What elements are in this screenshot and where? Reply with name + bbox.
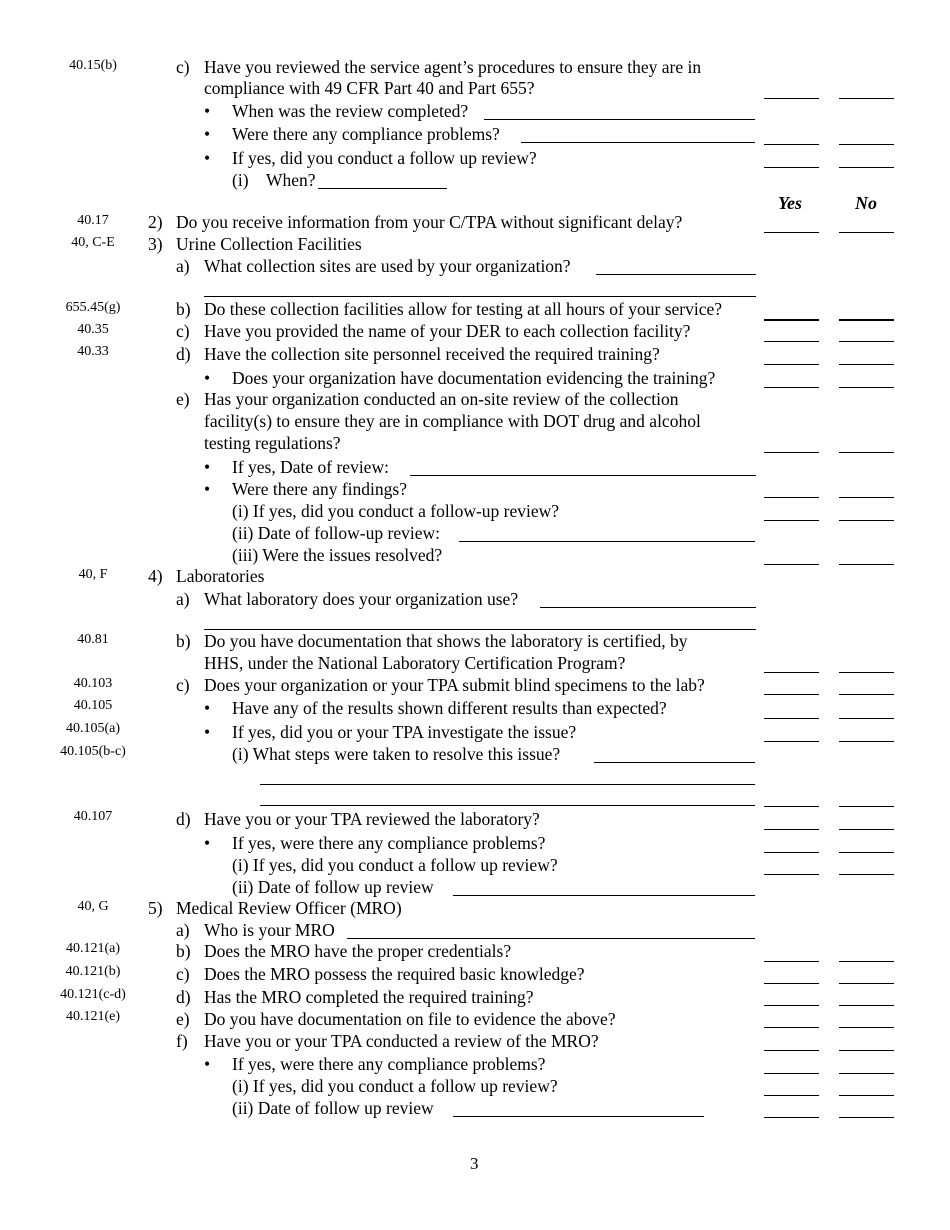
no-answer-blank[interactable] — [839, 387, 894, 388]
question-text: Does your organization have documentation evidencing the training? — [232, 368, 716, 388]
bullet: • — [204, 1054, 211, 1074]
page-number: 3 — [470, 1154, 479, 1173]
question-text: (i) If yes, did you conduct a follow up review? — [232, 1076, 558, 1096]
question-text: Who is your MRO — [204, 920, 335, 940]
yes-answer-blank[interactable] — [764, 98, 819, 99]
no-answer-blank[interactable] — [839, 1005, 894, 1006]
yes-answer-blank[interactable] — [764, 718, 819, 719]
question-text: Were there any findings? — [232, 479, 407, 499]
bullet: • — [204, 698, 211, 718]
question-text: If yes, Date of review: — [232, 457, 389, 477]
question-text: Do you have documentation that shows the laboratory is certified, by — [204, 631, 688, 651]
question-text: (iii) Were the issues resolved? — [232, 545, 443, 565]
ref-40-105b-c: 40.105(b-c) — [60, 744, 126, 759]
no-answer-blank[interactable] — [839, 1095, 894, 1096]
question-text: (i) What steps were taken to resolve this issue? — [232, 744, 561, 764]
question-text: What laboratory does your organization use? — [204, 589, 519, 609]
yes-column-header: Yes — [778, 193, 802, 213]
yes-answer-blank[interactable] — [764, 1027, 819, 1028]
item-number: 4) — [148, 566, 163, 586]
question-text: Have you or your TPA conducted a review of the MRO? — [204, 1031, 599, 1051]
item-letter: b) — [176, 631, 191, 651]
item-letter: a) — [176, 920, 190, 940]
question-text: What collection sites are used by your organization? — [204, 256, 571, 276]
answer-field-laboratory-2[interactable] — [204, 629, 756, 630]
bullet: • — [204, 101, 211, 121]
no-answer-blank[interactable] — [839, 874, 894, 875]
no-answer-blank[interactable] — [839, 1117, 894, 1118]
answer-field-laboratory[interactable] — [540, 607, 756, 608]
question-text: Do these collection facilities allow for testing at all hours of your service? — [204, 299, 723, 319]
no-answer-blank[interactable] — [839, 672, 894, 673]
item-letter: d) — [176, 344, 191, 364]
no-answer-blank[interactable] — [839, 961, 894, 962]
section-title: Urine Collection Facilities — [176, 234, 362, 254]
yes-answer-blank[interactable] — [764, 1005, 819, 1006]
yes-answer-blank[interactable] — [764, 564, 819, 565]
question-text: (i) If yes, did you conduct a follow-up review? — [232, 501, 560, 521]
no-answer-blank[interactable] — [839, 1073, 894, 1074]
bullet: • — [204, 722, 211, 742]
yes-answer-blank[interactable] — [764, 874, 819, 875]
no-answer-blank[interactable] — [839, 520, 894, 521]
item-letter: e) — [176, 389, 190, 409]
no-answer-blank[interactable] — [839, 741, 894, 742]
yes-answer-blank[interactable] — [764, 983, 819, 984]
ref-40-105: 40.105 — [73, 698, 113, 713]
answer-field-steps-3[interactable] — [260, 805, 755, 806]
item-letter: b) — [176, 941, 191, 961]
ref-40-35: 40.35 — [77, 322, 109, 337]
yes-answer-blank[interactable] — [764, 387, 819, 388]
ref-40-f: 40, F — [78, 567, 108, 582]
question-text: HHS, under the National Laboratory Certification Program? — [204, 653, 626, 673]
ref-40-81: 40.81 — [77, 632, 109, 647]
question-text: Does your organization or your TPA submit blind specimens to the lab? — [204, 675, 705, 695]
no-answer-blank[interactable] — [839, 564, 894, 565]
ref-655-45g: 655.45(g) — [65, 300, 121, 315]
question-text: When was the review completed? — [232, 101, 469, 121]
no-answer-blank[interactable] — [839, 829, 894, 830]
ref-40-121b: 40.121(b) — [65, 964, 121, 979]
answer-field-steps-2[interactable] — [260, 784, 755, 785]
yes-answer-blank[interactable] — [764, 167, 819, 168]
no-answer-blank[interactable] — [839, 852, 894, 853]
question-text: Have you reviewed the service agent’s procedures to ensure they are in — [204, 57, 702, 77]
answer-field-mro[interactable] — [347, 938, 755, 939]
bullet: • — [204, 368, 211, 388]
item-letter: a) — [176, 256, 190, 276]
answer-field-when[interactable] — [318, 188, 447, 189]
ref-40-17: 40.17 — [77, 213, 109, 228]
question-text: Have you provided the name of your DER to each collection facility? — [204, 321, 691, 341]
yes-answer-blank[interactable] — [764, 1117, 819, 1118]
no-answer-blank[interactable] — [839, 806, 894, 807]
item-letter: c) — [176, 57, 190, 77]
question-text: testing regulations? — [204, 433, 341, 453]
no-answer-blank[interactable] — [839, 319, 894, 321]
question-text: Have any of the results shown different results than expected? — [232, 698, 667, 718]
yes-answer-blank[interactable] — [764, 144, 819, 145]
bullet: • — [204, 124, 211, 144]
question-text: compliance with 49 CFR Part 40 and Part 655? — [204, 78, 535, 98]
question-text: Does the MRO have the proper credentials? — [204, 941, 512, 961]
answer-field-review-date[interactable] — [410, 475, 756, 476]
yes-answer-blank[interactable] — [764, 520, 819, 521]
item-letter: d) — [176, 809, 191, 829]
yes-answer-blank[interactable] — [764, 961, 819, 962]
answer-field-follow-up-date[interactable] — [453, 895, 755, 896]
ref-40-107: 40.107 — [73, 809, 113, 824]
no-answer-blank[interactable] — [839, 497, 894, 498]
item-letter: c) — [176, 675, 190, 695]
answer-field-compliance-problems[interactable] — [521, 142, 755, 143]
section-title: Medical Review Officer (MRO) — [176, 898, 402, 918]
no-answer-blank[interactable] — [839, 1050, 894, 1051]
no-answer-blank[interactable] — [839, 694, 894, 695]
ref-40-15b: 40.15(b) — [69, 58, 117, 73]
yes-answer-blank[interactable] — [764, 497, 819, 498]
bullet: • — [204, 148, 211, 168]
item-number: 5) — [148, 898, 163, 918]
question-text: (ii) Date of follow-up review: — [232, 523, 440, 543]
yes-answer-blank[interactable] — [764, 232, 819, 233]
bullet: • — [204, 833, 211, 853]
yes-answer-blank[interactable] — [764, 1095, 819, 1096]
question-text: When? — [266, 170, 316, 190]
item-letter: a) — [176, 589, 190, 609]
yes-answer-blank[interactable] — [764, 319, 819, 321]
no-answer-blank[interactable] — [839, 983, 894, 984]
section-title: Laboratories — [176, 566, 265, 586]
ref-40-103: 40.103 — [73, 676, 113, 691]
yes-answer-blank[interactable] — [764, 672, 819, 673]
no-answer-blank[interactable] — [839, 144, 894, 145]
yes-answer-blank[interactable] — [764, 806, 819, 807]
question-text: (i) If yes, did you conduct a follow up review? — [232, 855, 558, 875]
question-text: If yes, did you or your TPA investigate the issue? — [232, 722, 577, 742]
yes-answer-blank[interactable] — [764, 852, 819, 853]
item-letter: b) — [176, 299, 191, 319]
ref-40-121a: 40.121(a) — [65, 941, 121, 956]
answer-field-follow-up-date[interactable] — [459, 541, 755, 542]
yes-answer-blank[interactable] — [764, 452, 819, 453]
answer-field-collection-sites[interactable] — [596, 274, 756, 275]
item-letter: e) — [176, 1009, 190, 1029]
no-answer-blank[interactable] — [839, 364, 894, 365]
no-answer-blank[interactable] — [839, 232, 894, 233]
item-letter: f) — [176, 1031, 188, 1051]
no-answer-blank[interactable] — [839, 452, 894, 453]
question-text: (ii) Date of follow up review — [232, 877, 434, 897]
ref-40-105a: 40.105(a) — [65, 721, 121, 736]
no-answer-blank[interactable] — [839, 341, 894, 342]
item-number: 3) — [148, 234, 163, 254]
yes-answer-blank[interactable] — [764, 364, 819, 365]
yes-answer-blank[interactable] — [764, 1050, 819, 1051]
question-text: Were there any compliance problems? — [232, 124, 500, 144]
question-text: Has your organization conducted an on-site review of the collection — [204, 389, 679, 409]
question-text: Does the MRO possess the required basic knowledge? — [204, 964, 585, 984]
item-letter: c) — [176, 964, 190, 984]
no-answer-blank[interactable] — [839, 1027, 894, 1028]
yes-answer-blank[interactable] — [764, 1073, 819, 1074]
sub-item-label: (i) — [232, 170, 249, 190]
ref-40-c-e: 40, C-E — [71, 235, 115, 250]
question-text: Do you have documentation on file to evidence the above? — [204, 1009, 616, 1029]
yes-answer-blank[interactable] — [764, 341, 819, 342]
question-text: Have the collection site personnel received the required training? — [204, 344, 660, 364]
no-answer-blank[interactable] — [839, 718, 894, 719]
question-text: If yes, did you conduct a follow up review? — [232, 148, 537, 168]
answer-field-steps[interactable] — [594, 762, 755, 763]
bullet: • — [204, 479, 211, 499]
yes-answer-blank[interactable] — [764, 829, 819, 830]
item-letter: c) — [176, 321, 190, 341]
question-text: facility(s) to ensure they are in compliance with DOT drug and alcohol — [204, 411, 701, 431]
ref-40-g: 40, G — [77, 899, 109, 914]
no-answer-blank[interactable] — [839, 167, 894, 168]
question-text: If yes, were there any compliance problems? — [232, 833, 546, 853]
answer-field-collection-sites-2[interactable] — [204, 296, 756, 297]
ref-40-121e: 40.121(e) — [65, 1009, 121, 1024]
question-text: Do you receive information from your C/TPA without significant delay? — [176, 212, 683, 232]
answer-field-review-date[interactable] — [484, 119, 755, 120]
question-text: If yes, were there any compliance problems? — [232, 1054, 546, 1074]
yes-answer-blank[interactable] — [764, 694, 819, 695]
ref-40-121c-d: 40.121(c-d) — [60, 987, 126, 1002]
item-number: 2) — [148, 212, 163, 232]
question-text: (ii) Date of follow up review — [232, 1098, 434, 1118]
answer-field-follow-up-date[interactable] — [453, 1116, 704, 1117]
question-text: Has the MRO completed the required training? — [204, 987, 534, 1007]
question-text: Have you or your TPA reviewed the laboratory? — [204, 809, 540, 829]
yes-answer-blank[interactable] — [764, 741, 819, 742]
item-letter: d) — [176, 987, 191, 1007]
ref-40-33: 40.33 — [77, 344, 109, 359]
no-answer-blank[interactable] — [839, 98, 894, 99]
bullet: • — [204, 457, 211, 477]
no-column-header: No — [855, 193, 877, 213]
